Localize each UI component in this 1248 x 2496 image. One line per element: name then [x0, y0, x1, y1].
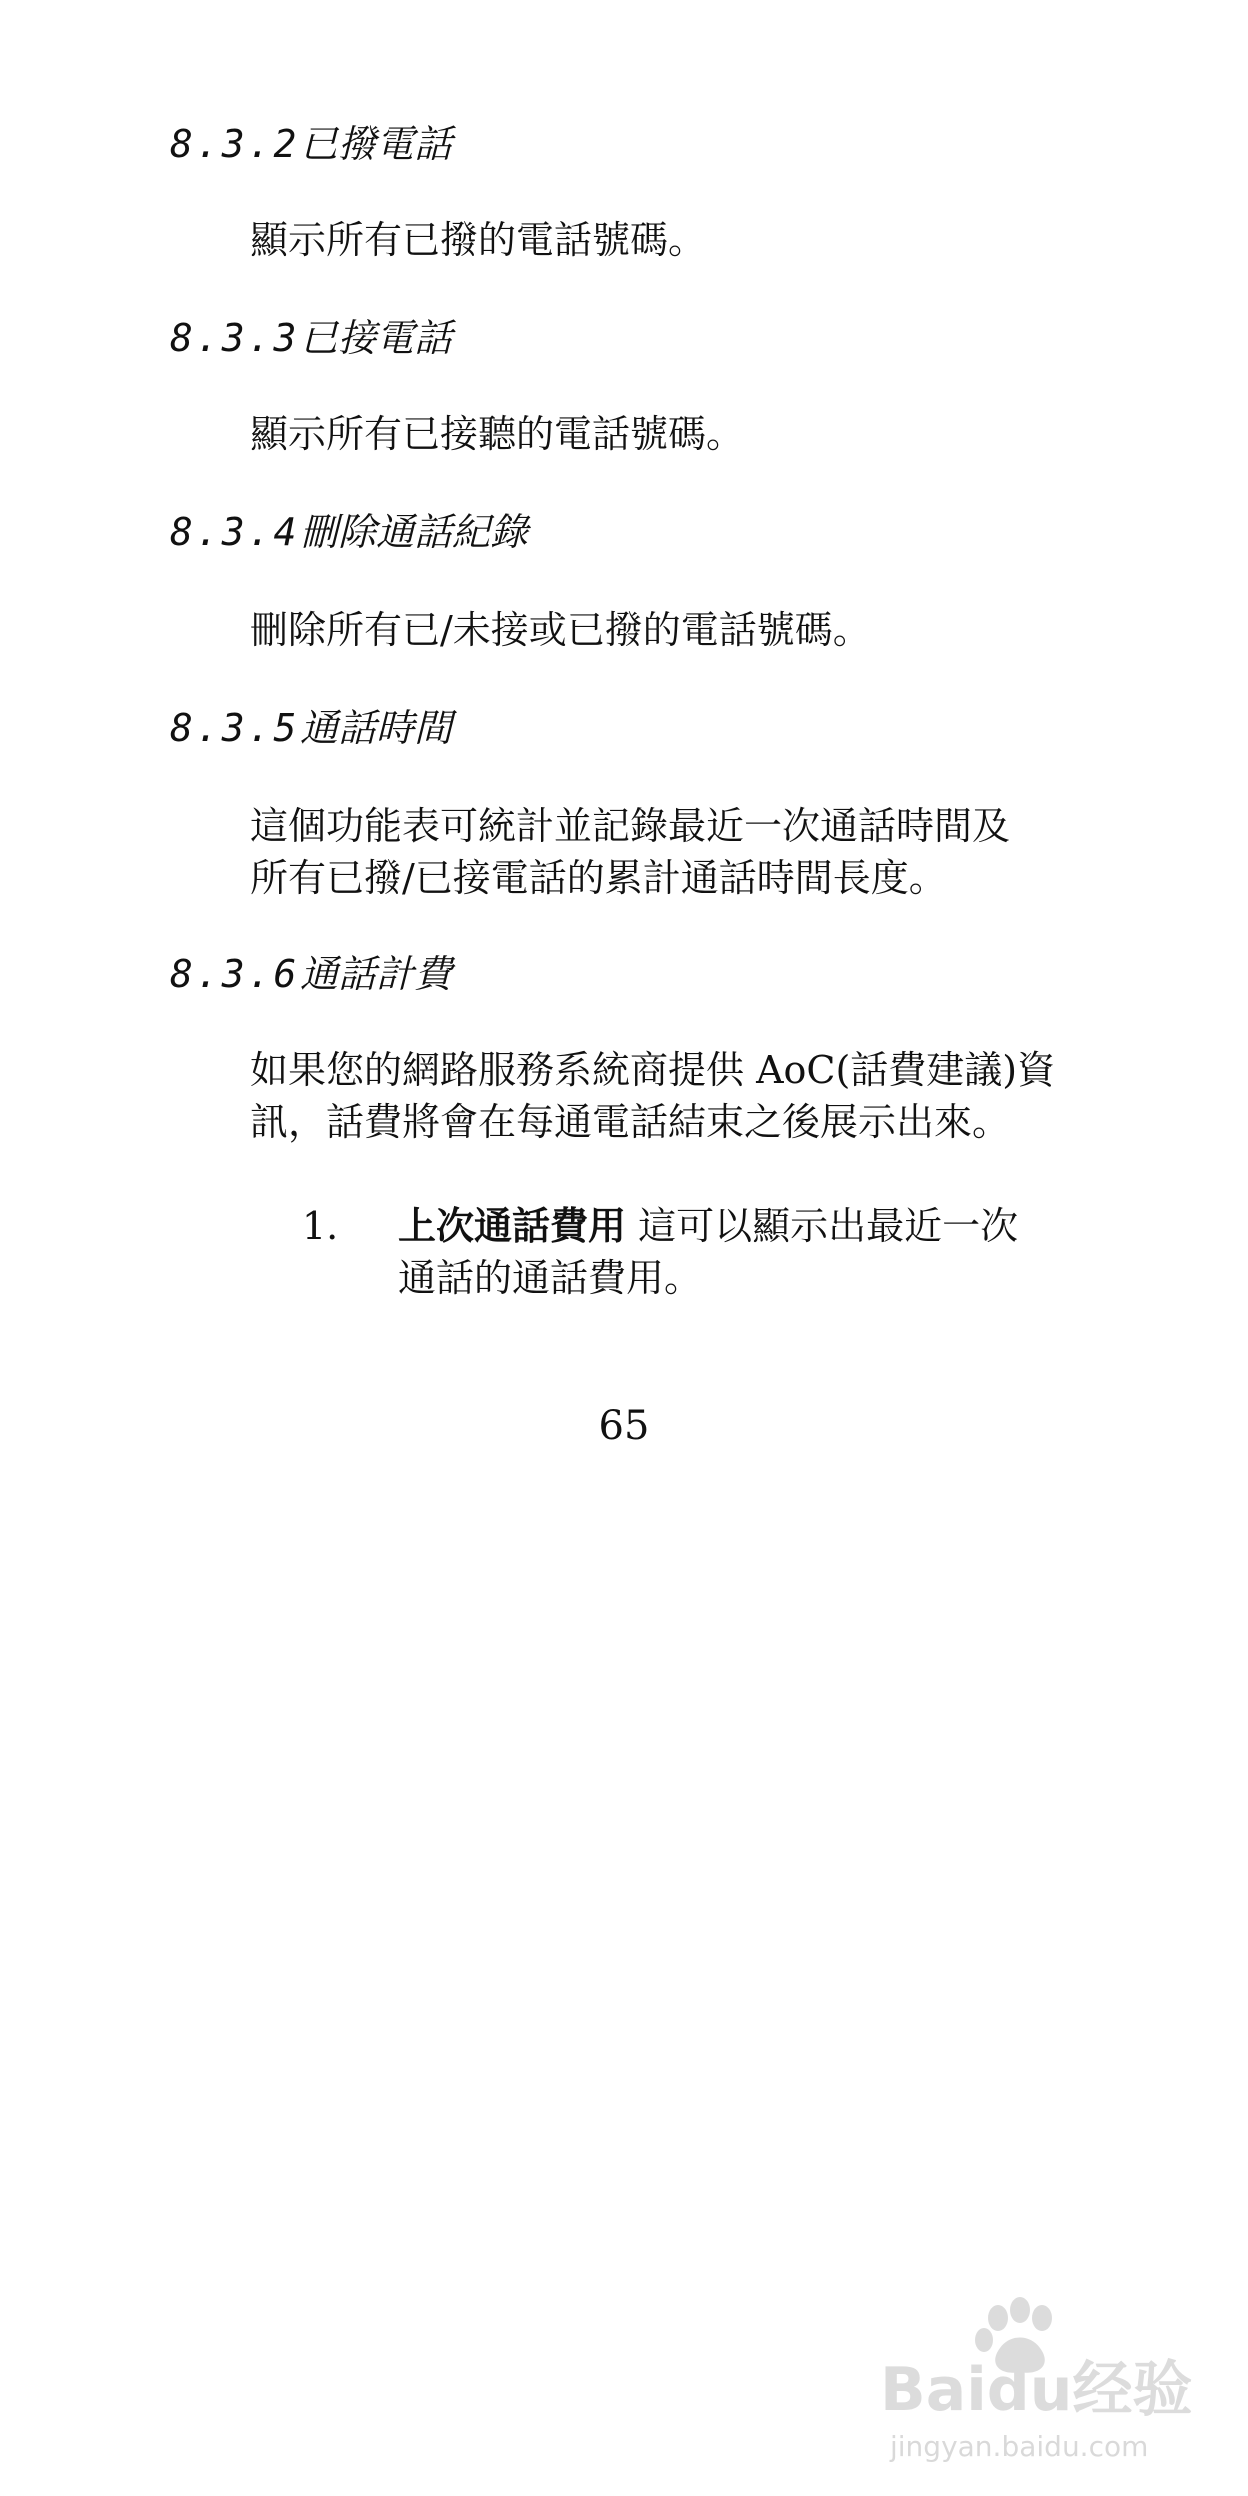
baidu-paw-logo-icon — [880, 2290, 1200, 2430]
section-title: 通話時間 — [300, 706, 453, 750]
section-heading — [170, 118, 452, 170]
section-paragraph — [250, 604, 1100, 656]
paragraph-line: 這個功能表可統計並記錄最近一次通話時間及 — [250, 804, 1011, 848]
section-paragraph — [250, 800, 1100, 904]
paragraph-line: 所有已撥/已接電話的累計通話時間長度。 — [250, 856, 947, 900]
page-number: 65 — [598, 1403, 650, 1449]
list-item-text: 通話的通話費用。 — [398, 1256, 703, 1300]
list-marker: 1. — [302, 1204, 339, 1248]
paragraph-line: 顯示所有已撥的電話號碼。 — [250, 218, 707, 262]
section-number: 8.3.3 — [170, 316, 300, 360]
list-item-body — [398, 1200, 1018, 1304]
section-paragraph — [250, 408, 1100, 460]
section-heading — [170, 948, 452, 1000]
section-number: 8.3.2 — [170, 122, 300, 166]
section-heading — [170, 506, 528, 558]
paragraph-line: 訊，話費將會在每通電話結束之後展示出來。 — [250, 1100, 1011, 1144]
baidu-watermark — [880, 2290, 1200, 2480]
paragraph-line: 顯示所有已接聽的電話號碼。 — [250, 412, 745, 456]
section-heading — [170, 702, 452, 754]
section-title: 已接電話 — [300, 316, 453, 360]
section-title: 刪除通話紀錄 — [300, 510, 529, 554]
watermark-url: jingyan.baidu.com — [890, 2430, 1149, 2463]
paragraph-line: 刪除所有已/未接或已撥的電話號碼。 — [250, 608, 871, 652]
section-number: 8.3.5 — [170, 706, 300, 750]
watermark-brand: Baidu经验 — [880, 2355, 1193, 2425]
section-title: 已撥電話 — [300, 122, 453, 166]
section-paragraph — [250, 1044, 1100, 1148]
section-paragraph — [250, 214, 1100, 266]
section-number: 8.3.4 — [170, 510, 300, 554]
section-title: 通話計費 — [300, 952, 453, 996]
list-item-text: 這可以顯示出最近一次 — [626, 1204, 1019, 1248]
list-item-term: 上次通話費用 — [398, 1204, 627, 1248]
section-number: 8.3.6 — [170, 952, 300, 996]
section-heading — [170, 312, 452, 364]
paragraph-line: 如果您的網路服務系統商提供 AoC(話費建議)資 — [250, 1048, 1056, 1092]
